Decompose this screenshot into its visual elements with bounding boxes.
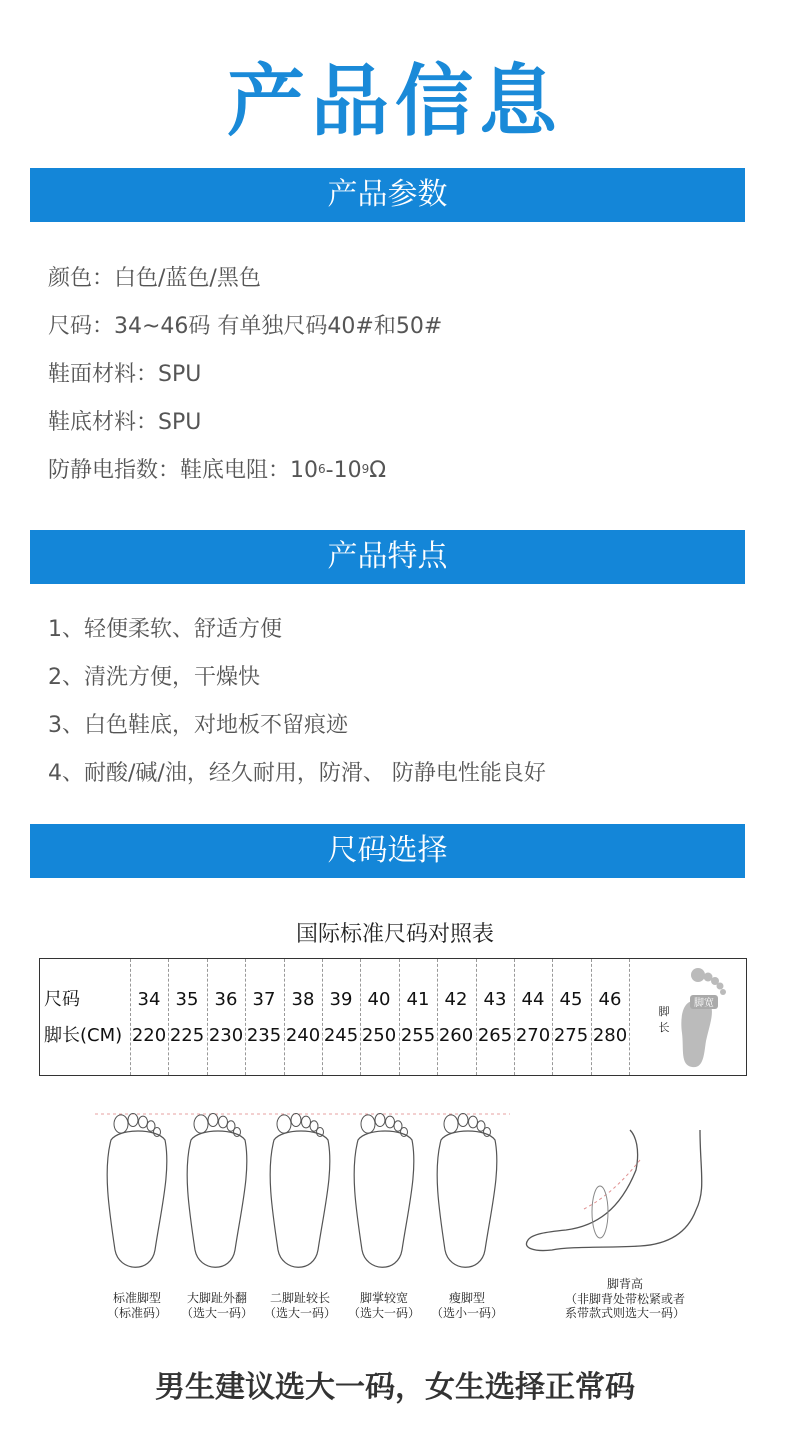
toe-outline xyxy=(458,1114,468,1127)
length-cell: 230 xyxy=(208,1025,244,1046)
length-cell: 255 xyxy=(400,1025,436,1046)
toe-outline xyxy=(317,1127,324,1136)
foot-type-name: 二脚趾较长 xyxy=(269,1291,330,1305)
size-cell: 39 xyxy=(329,989,353,1010)
feature-4: 4、耐酸/碱/油，经久耐用，防滑、 防静电性能良好 xyxy=(48,761,546,786)
foot-soles xyxy=(107,1114,497,1268)
resistance-exp2: 9 xyxy=(361,462,370,476)
column-separator xyxy=(284,959,285,1075)
foot-type-hint: （选大一码） xyxy=(263,1306,336,1320)
length-cell: 275 xyxy=(553,1025,589,1046)
column-separator xyxy=(437,959,438,1075)
column-separator xyxy=(591,959,592,1075)
size-cell: 42 xyxy=(444,989,468,1010)
instep-ring xyxy=(592,1186,608,1238)
length-row-label: 脚长(CM) xyxy=(44,1025,123,1046)
toe-outline xyxy=(234,1127,241,1136)
instep-guide xyxy=(582,1160,640,1210)
toe-outline xyxy=(302,1116,311,1128)
column-separator xyxy=(399,959,400,1075)
column-separator xyxy=(360,959,361,1075)
foot-sole-outline xyxy=(437,1131,497,1267)
param-resistance xyxy=(48,456,386,486)
foot-sole-shape xyxy=(681,1001,712,1067)
foot-type-name: 脚掌较宽 xyxy=(359,1291,408,1305)
resistance-exp1: 6 xyxy=(318,462,326,476)
size-cell: 43 xyxy=(483,989,507,1010)
size-cell: 34 xyxy=(137,989,161,1010)
foot-type-name: 瘦脚型 xyxy=(448,1291,485,1305)
foot-type-hint: （标准码） xyxy=(106,1306,167,1320)
foot-type-name: 大脚趾外翻 xyxy=(186,1291,247,1305)
size-row-label: 尺码 xyxy=(44,989,80,1010)
size-table-title: 国际标准尺码对照表 xyxy=(295,922,494,947)
instep-foot-outline xyxy=(526,1130,701,1251)
foot-sole-outline xyxy=(270,1131,330,1267)
size-cell: 40 xyxy=(367,989,391,1010)
toe-outline xyxy=(291,1114,301,1127)
column-separator xyxy=(207,959,208,1075)
size-cell: 41 xyxy=(406,989,430,1010)
foot-length-label-1: 脚 xyxy=(658,1005,670,1018)
resistance-prefix: 防静电指数：鞋底电阻：10 xyxy=(48,458,318,483)
feature-1: 1、轻便柔软、舒适方便 xyxy=(48,617,282,642)
length-cell: 245 xyxy=(323,1025,359,1046)
toe-outline xyxy=(219,1116,228,1128)
resistance-unit: Ω xyxy=(369,458,387,483)
toe-outline xyxy=(128,1114,138,1127)
length-cell: 235 xyxy=(246,1025,282,1046)
foot-type-hint: （选大一码） xyxy=(180,1306,253,1320)
length-cell: 220 xyxy=(131,1025,167,1046)
length-cell: 280 xyxy=(592,1025,628,1046)
instep-hint-1: （非脚背处带松紧或者 xyxy=(564,1292,685,1306)
size-heading: 尺码选择 xyxy=(30,824,745,878)
foot-sole-outline xyxy=(354,1131,414,1267)
toe-outline xyxy=(401,1127,408,1136)
params-heading: 产品参数 xyxy=(30,168,745,222)
toe-outline xyxy=(484,1127,491,1136)
toe-outline xyxy=(444,1115,458,1133)
length-cell: 250 xyxy=(361,1025,397,1046)
foot-length-label-2: 长 xyxy=(658,1021,670,1034)
foot-width-label: 脚宽 xyxy=(694,998,714,1009)
length-cell: 270 xyxy=(515,1025,551,1046)
foot-sole-outline xyxy=(187,1131,247,1267)
foot-type-hint: （选大一码） xyxy=(347,1306,420,1320)
param-upper-material: 鞋面材料：SPU xyxy=(48,362,202,387)
foot-size-diagram xyxy=(630,961,746,1073)
param-sole-material: 鞋底材料：SPU xyxy=(48,410,202,435)
toe-outline xyxy=(194,1115,208,1133)
toe-big xyxy=(691,968,705,982)
length-cell: 260 xyxy=(438,1025,474,1046)
toe-outline xyxy=(208,1114,218,1127)
toe-outline xyxy=(469,1116,478,1128)
toe-outline xyxy=(154,1127,161,1136)
size-cell: 37 xyxy=(252,989,276,1010)
foot-types-illustration xyxy=(0,1100,790,1290)
column-separator xyxy=(514,959,515,1075)
foot-sole-outline xyxy=(107,1131,167,1267)
bottom-note: 男生建议选大一码，女生选择正常码 xyxy=(155,1370,635,1405)
foot-type-hint: （选小一码） xyxy=(430,1306,503,1320)
param-size: 尺码：34~46码 有单独尺码40#和50# xyxy=(48,314,443,339)
toe-5 xyxy=(720,989,726,995)
toe-outline xyxy=(114,1115,128,1133)
resistance-mid: -10 xyxy=(325,458,362,483)
size-cell: 46 xyxy=(598,989,622,1010)
toe-outline xyxy=(361,1115,375,1133)
toe-4 xyxy=(717,983,724,990)
column-separator xyxy=(168,959,169,1075)
foot-type-name: 标准脚型 xyxy=(112,1291,161,1305)
length-cell: 240 xyxy=(285,1025,321,1046)
feature-2: 2、清洗方便，干燥快 xyxy=(48,665,260,690)
column-separator xyxy=(245,959,246,1075)
size-cell: 36 xyxy=(214,989,238,1010)
toe-outline xyxy=(139,1116,148,1128)
column-separator xyxy=(130,959,131,1075)
length-cell: 225 xyxy=(169,1025,205,1046)
feature-3: 3、白色鞋底，对地板不留痕迹 xyxy=(48,713,348,738)
column-separator xyxy=(322,959,323,1075)
length-cell: 265 xyxy=(477,1025,513,1046)
toe-outline xyxy=(375,1114,385,1127)
instep-name: 脚背高 xyxy=(606,1277,643,1291)
size-table xyxy=(39,958,747,1076)
size-cell: 45 xyxy=(559,989,583,1010)
column-separator xyxy=(476,959,477,1075)
param-color: 颜色：白色/蓝色/黑色 xyxy=(48,266,261,291)
instep-hint-2: 系带款式则选大一码） xyxy=(564,1306,685,1320)
toe-outline xyxy=(277,1115,291,1133)
size-cell: 38 xyxy=(291,989,315,1010)
size-cell: 35 xyxy=(175,989,199,1010)
column-separator xyxy=(552,959,553,1075)
size-cell: 44 xyxy=(521,989,545,1010)
page-title: 产品信息 xyxy=(226,57,563,147)
toe-outline xyxy=(386,1116,395,1128)
features-heading: 产品特点 xyxy=(30,530,745,584)
